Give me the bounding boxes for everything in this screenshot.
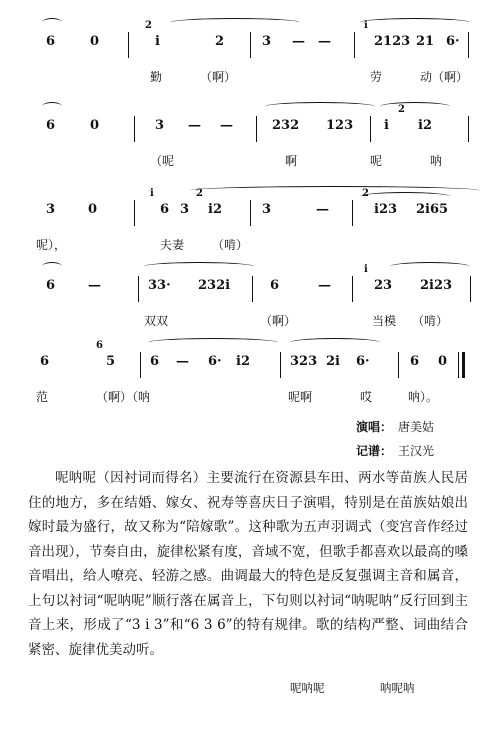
- final-barline: [462, 352, 465, 378]
- barline: [128, 32, 129, 58]
- lyric: 呢: [370, 154, 383, 168]
- lyrics: [0, 68, 500, 88]
- note: 323: [290, 354, 318, 369]
- note: 232i: [198, 278, 231, 293]
- note: 6: [46, 34, 56, 49]
- notes: [0, 330, 500, 380]
- note: i: [384, 118, 389, 133]
- note: 0: [88, 202, 98, 217]
- lyrics: [0, 312, 500, 332]
- note: 2: [215, 34, 225, 49]
- grace-note: i: [364, 264, 368, 275]
- note: 123: [326, 118, 354, 133]
- singer-name: 唐美姑: [398, 420, 435, 434]
- barline: [468, 32, 469, 58]
- lyric: 啊: [285, 154, 298, 168]
- grace-note: 2: [196, 188, 203, 199]
- note: 3: [46, 202, 56, 217]
- note: 6: [150, 354, 160, 369]
- lyric: （啃）: [212, 238, 249, 252]
- barline: [468, 116, 469, 142]
- barline: [256, 116, 257, 142]
- note: 5: [106, 354, 116, 369]
- grace-note: 2: [398, 104, 405, 115]
- note: 6: [410, 354, 420, 369]
- note: i2: [418, 118, 432, 133]
- note: 6·: [208, 354, 222, 369]
- lyric: （呢: [150, 154, 175, 168]
- note: 6: [46, 118, 56, 133]
- lyric: 动（啊）: [420, 70, 469, 84]
- note: 6: [160, 202, 170, 217]
- note: 2i23: [420, 278, 453, 293]
- lyric: （啊）: [260, 314, 297, 328]
- note: 2123: [374, 34, 411, 49]
- grace-note: 6: [96, 340, 103, 351]
- note: 6: [40, 354, 50, 369]
- note: 6: [270, 278, 280, 293]
- sub-label-2: 呐呢呐: [380, 681, 415, 695]
- note: i2: [208, 202, 222, 217]
- note: 3: [262, 202, 272, 217]
- note: 3: [155, 118, 165, 133]
- lyrics: [0, 236, 500, 256]
- recorder-label: 记谱：: [356, 444, 393, 458]
- lyric: 劳: [370, 70, 383, 84]
- barline: [352, 276, 353, 302]
- note: 232: [272, 118, 300, 133]
- grace-note: i: [364, 20, 368, 31]
- lyric: 夫妻: [160, 238, 185, 252]
- barline: [134, 116, 135, 142]
- lyric: 呢），: [36, 238, 67, 252]
- note: 2i: [326, 354, 340, 369]
- lyric: （啊）（呐: [96, 390, 151, 404]
- note: 3: [180, 202, 190, 217]
- barline: [352, 200, 353, 226]
- dash: —: [176, 354, 189, 369]
- barline: [280, 352, 281, 378]
- barline: [398, 352, 399, 378]
- barline: [250, 32, 251, 58]
- lyrics: [0, 388, 500, 408]
- barline: [370, 116, 371, 142]
- grace-note: 2: [362, 188, 369, 199]
- dash: —: [292, 34, 305, 49]
- barline: [250, 200, 251, 226]
- score-row-5: [0, 330, 500, 420]
- note: i23: [374, 202, 398, 217]
- notes: [0, 254, 500, 304]
- grace-note: i: [150, 188, 154, 199]
- sub-label-1: 呢呐呢: [290, 681, 325, 695]
- note: 6·: [446, 34, 460, 49]
- note: 6·: [356, 354, 370, 369]
- barline: [134, 200, 135, 226]
- note: 21: [416, 34, 435, 49]
- barline: [458, 352, 459, 378]
- recorder-name: 王汉光: [398, 444, 435, 458]
- lyrics: [0, 152, 500, 172]
- barline: [354, 32, 355, 58]
- barline: [470, 276, 471, 302]
- lyric: 当模: [372, 314, 397, 328]
- note: 0: [90, 118, 100, 133]
- lyric: 哎: [360, 390, 373, 404]
- lyric: 双双: [144, 314, 169, 328]
- lyric: 范: [36, 390, 49, 404]
- notes: [0, 94, 500, 144]
- note: 0: [90, 34, 100, 49]
- description-paragraph: 呢呐呢（因衬词而得名）主要流行在资源县车田、两水等苗族人民居住的地方，多在结婚、嫁女、祝寿等喜庆日子演唱，特别是在苗族姑娘出嫁时最为盛行，故又称为“陪嫁歌”。这种歌为五声羽调式（变宫音作经过音出现），节奏自由，旋律松紧有度，音域不宽，但歌手都喜欢以最高的嗓音唱出，给人嘹亮、轻游之感。曲调最大的特色是反复强调主音和属音，上句以衬词“呢呐呢”顺行落在属音上，下句则以衬词“呐呢呐”反行回到主音上来，形成了“3 i 3”和“6 3 6”的特有规律。歌的结构严整、词曲结合紧密、旋律优美动听。: [28, 470, 468, 658]
- barline: [140, 352, 141, 378]
- barline: [138, 276, 139, 302]
- note: i2: [236, 354, 250, 369]
- score-row-1: [0, 10, 500, 100]
- dash: —: [220, 118, 233, 133]
- note: 2i65: [416, 202, 449, 217]
- note: 0: [438, 354, 448, 369]
- note: 23: [374, 278, 393, 293]
- lyric: 呐: [430, 154, 443, 168]
- lyric: 勤: [150, 70, 163, 84]
- singer-credit: [356, 418, 434, 435]
- note: 3: [262, 34, 272, 49]
- note: i: [155, 34, 160, 49]
- lyric: 呐）。: [408, 390, 439, 404]
- recorder-credit: [356, 442, 434, 459]
- dash: —: [318, 34, 331, 49]
- grace-note: 2: [145, 20, 152, 31]
- note: 6: [46, 278, 56, 293]
- dash: —: [316, 202, 329, 217]
- description-text: [28, 466, 468, 662]
- dash: —: [318, 278, 331, 293]
- score-row-2: [0, 94, 500, 184]
- lyric: （啃）: [412, 314, 449, 328]
- barline: [252, 276, 253, 302]
- singer-label: 演唱：: [356, 420, 393, 434]
- dash: —: [188, 118, 201, 133]
- lyric: （啊）: [200, 70, 237, 84]
- dash: —: [88, 278, 101, 293]
- note: 33·: [148, 278, 171, 293]
- lyric: 呢啊: [288, 390, 313, 404]
